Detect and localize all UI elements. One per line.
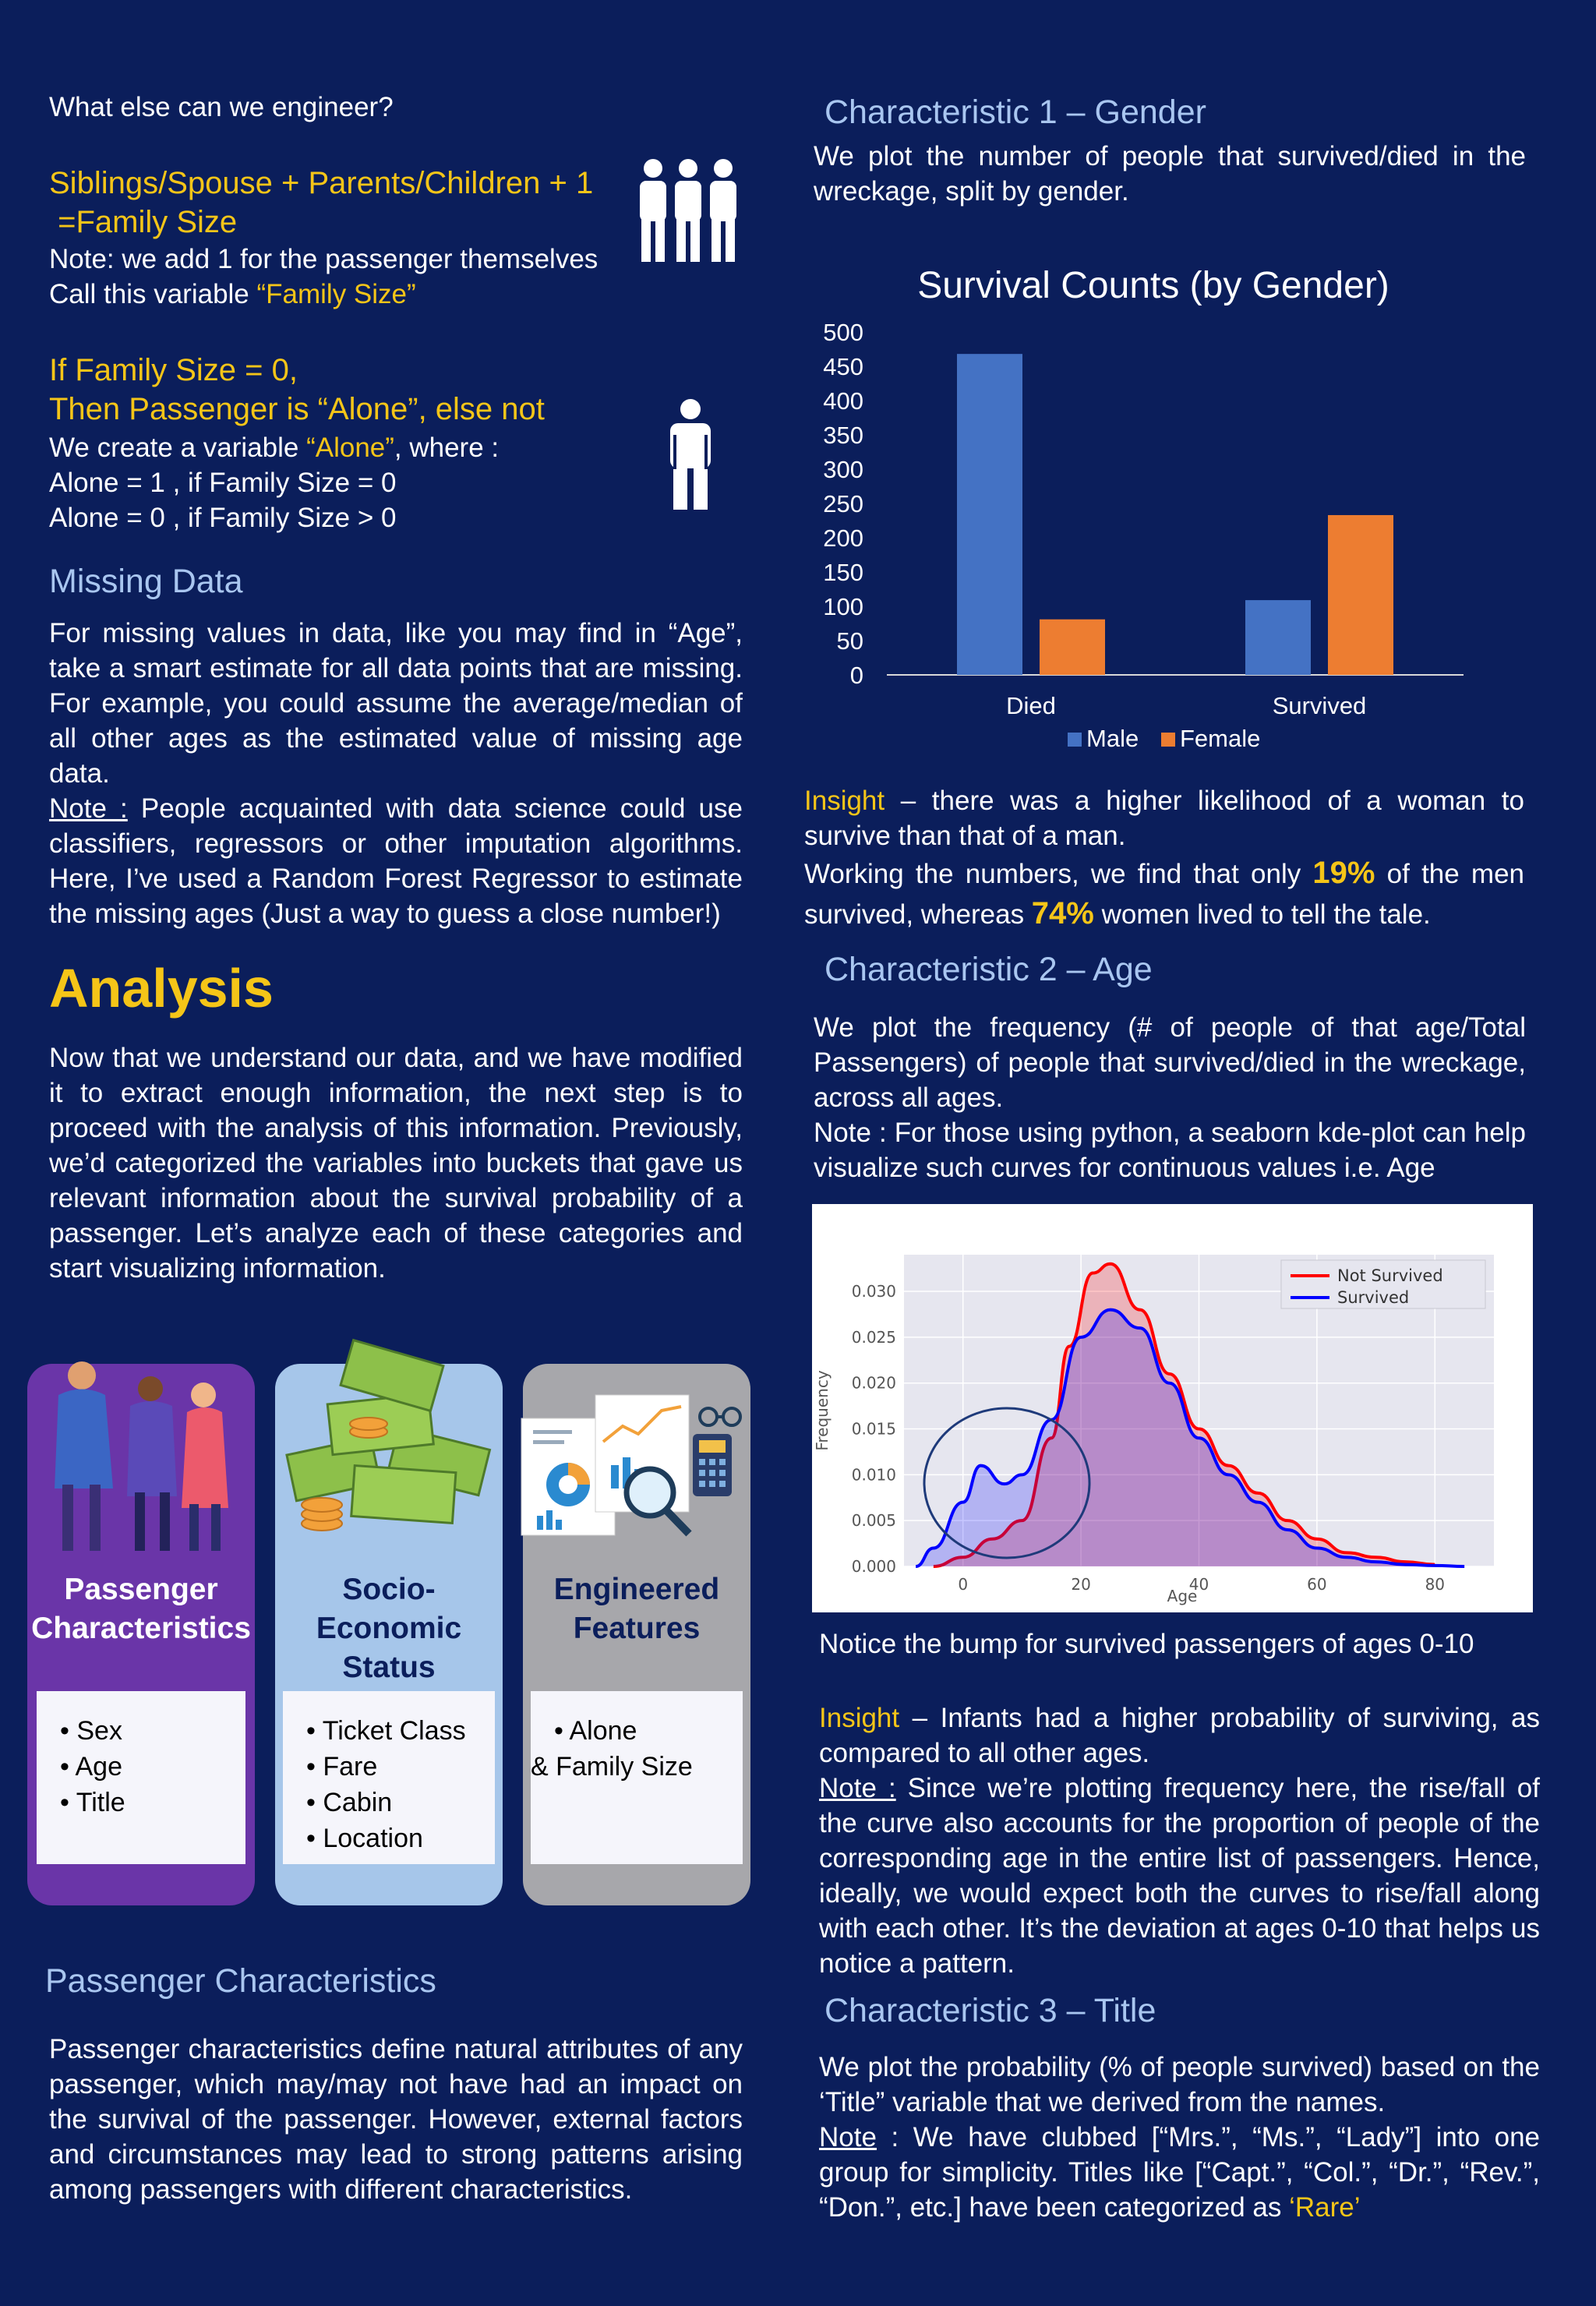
family-var-name: “Family Size” [256, 279, 416, 309]
y-tick-label: 300 [823, 456, 863, 483]
family-formula-line2: =Family Size [49, 205, 238, 239]
insight-2-note-label: Note : [819, 1773, 896, 1803]
missing-data-para1: For missing values in data, like you may find in “Age”, take a smart estimate for all data points that are missing. For example, you could assume the average/median of all other ages as the estimated value of missing age data. [49, 618, 743, 789]
family-note-line1: Note: we add 1 for the passenger themselves [49, 244, 598, 274]
y-tick-label: 250 [823, 490, 863, 517]
passenger-characteristics-heading: Passenger Characteristics [45, 1962, 436, 2000]
bar-male-died [957, 354, 1022, 675]
characteristic-1-heading: Characteristic 1 – Gender [824, 94, 1206, 131]
insight-2-para2 [819, 1771, 1540, 1981]
family-size-formula [49, 164, 593, 242]
y-tick-label: 0.020 [851, 1373, 896, 1393]
card-item: • Location [306, 1820, 495, 1856]
alone-var-name: “Alone” [306, 433, 394, 463]
card-items-box [283, 1691, 495, 1864]
x-tick-label: 60 [1307, 1575, 1327, 1594]
characteristic-3-heading: Characteristic 3 – Title [824, 1992, 1156, 2029]
characteristic-2-para: We plot the frequency (# of people of that age/Total Passengers) of people that survived/died in the wreckage, across all ages. [814, 1012, 1526, 1113]
bar-male-survived [1245, 600, 1311, 675]
bar-female-died [1040, 620, 1105, 675]
passenger-characteristics-body: Passenger characteristics define natural attributes of any passenger, which may/may not have had an impact on the survival of the passenger. However, external factors and circumstances may lead to strong patterns arising among passengers with different characteristics. [49, 2034, 743, 2205]
insight-2 [819, 1700, 1540, 1981]
y-tick-label: 0.005 [851, 1511, 896, 1531]
age-frequency-kde-chart [812, 1204, 1533, 1612]
card-title [523, 1570, 750, 1648]
card-items-box [37, 1691, 245, 1864]
notice-text: Notice the bump for survived passengers of ages 0-10 [819, 1629, 1474, 1659]
y-tick-label: 400 [823, 387, 863, 415]
family-size-note [49, 242, 598, 312]
x-axis-label: Age [1167, 1587, 1198, 1605]
alone-rule-line1: If Family Size = 0, [49, 353, 298, 387]
x-tick-label: Survived [1272, 692, 1367, 719]
analytics-illustration [514, 1379, 755, 1566]
card-items [283, 1691, 495, 1856]
card-item: • Cabin [306, 1785, 495, 1820]
x-tick-label: 20 [1071, 1575, 1091, 1594]
card-item: • Alone [554, 1713, 743, 1749]
question-heading: What else can we engineer? [49, 92, 394, 122]
characteristic-2-body [814, 1010, 1526, 1185]
legend-label: Female [1180, 725, 1261, 752]
insight-1-text: – there was a higher likelihood of a woman to survive than that of a man. [804, 786, 1524, 851]
characteristic-3-note [819, 2120, 1540, 2225]
family-icon [627, 156, 748, 265]
y-tick-label: 100 [823, 593, 863, 620]
people-walking-illustration [27, 1340, 255, 1566]
y-tick-label: 0.015 [851, 1419, 896, 1439]
card-socio-economic-status [275, 1364, 503, 1905]
y-axis-label: Frequency [813, 1370, 832, 1451]
family-note-prefix: Call this variable [49, 279, 257, 309]
card-items-box [531, 1691, 743, 1864]
alone-note-line1 [49, 430, 499, 465]
card-item [531, 1749, 743, 1785]
card-item-text: & Family Size [531, 1752, 693, 1782]
card-title-line2: Features [573, 1612, 701, 1645]
alone-note [49, 430, 499, 535]
alone-note-line3: Alone = 0 , if Family Size > 0 [49, 503, 397, 533]
alone-rule-line2: Then Passenger is “Alone”, else not [49, 392, 545, 426]
card-items [37, 1691, 245, 1820]
x-tick-label: 0 [958, 1575, 969, 1594]
insight-1 [804, 783, 1524, 934]
y-tick-label: 450 [823, 353, 863, 380]
analysis-heading: Analysis [49, 958, 274, 1019]
y-tick-label: 0.000 [851, 1557, 896, 1576]
x-axis-labels [1006, 692, 1366, 719]
insight-1-text-a: Working the numbers, we find that only [804, 859, 1313, 889]
survival-counts-bar-chart [803, 265, 1488, 764]
men-survival-pct: 19% [1312, 856, 1375, 890]
women-survival-pct: 74% [1031, 896, 1094, 931]
alone-note-suffix: , where : [394, 433, 500, 463]
legend-label: Survived [1337, 1288, 1410, 1307]
chart-legend [1068, 725, 1260, 752]
x-tick-label: 80 [1425, 1575, 1446, 1594]
x-tick-labels [958, 1575, 1445, 1594]
characteristic-1-body: We plot the number of people that survived/died in the wreckage, split by gender. [814, 141, 1526, 207]
bars [957, 354, 1393, 675]
y-tick-label: 0.025 [851, 1327, 896, 1347]
insight-label: Insight [819, 1703, 900, 1733]
card-item: • Fare [306, 1749, 495, 1785]
age-kde-chart-frame [812, 1204, 1533, 1612]
x-tick-label: 40 [1188, 1575, 1209, 1594]
missing-note-text: People acquainted with data science could use classifiers, regressors or other imputation algorithms. Here, I’ve used a Random Forest Regressor to estimate the missing ages (Just a way to guess a close number!) [49, 793, 743, 929]
c3-note-text: : We have clubbed [“Mrs.”, “Ms.”, “Lady”] into one group for simplicity. Titles like [“Capt.”, “Col.”, “Dr.”, “Rev.”, “Don.”, etc.] have been categorized as [819, 2122, 1540, 2223]
card-item: • Ticket Class [306, 1713, 495, 1749]
legend-label: Male [1086, 725, 1139, 752]
alone-note-prefix: We create a variable [49, 433, 307, 463]
card-title-line2: Characteristics [31, 1612, 251, 1645]
missing-note-label: Note : [49, 793, 128, 824]
card-engineered-features [523, 1364, 750, 1905]
y-tick-label: 500 [823, 319, 863, 346]
insight-2-para1 [819, 1700, 1540, 1771]
c3-note-label: Note [819, 2122, 877, 2152]
y-tick-label: 350 [823, 422, 863, 449]
card-title [27, 1570, 255, 1648]
y-tick-label: 0 [849, 662, 863, 689]
family-note-line2 [49, 277, 598, 312]
card-passenger-characteristics [27, 1364, 255, 1905]
chart-legend [1281, 1260, 1485, 1308]
y-tick-label: 150 [823, 559, 863, 586]
person-icon [661, 397, 720, 511]
family-formula-line1: Siblings/Spouse + Parents/Children + 1 [49, 166, 594, 200]
characteristic-3-para: We plot the probability (% of people survived) based on the ‘Title” variable that we derived from the names. [819, 2052, 1540, 2117]
y-tick-label: 200 [823, 524, 863, 552]
x-tick-label: Died [1006, 692, 1056, 719]
missing-data-heading: Missing Data [49, 563, 243, 600]
card-title-line1: Passenger [64, 1573, 218, 1606]
chart-title: Survival Counts (by Gender) [917, 265, 1389, 306]
money-stack-illustration [275, 1329, 503, 1563]
y-tick-label: 0.030 [851, 1282, 896, 1301]
insight-label: Insight [804, 786, 885, 816]
y-tick-label: 0.010 [851, 1465, 896, 1485]
insight-2-text: – Infants had a higher probability of surviving, as compared to all other ages. [819, 1703, 1540, 1768]
insight-1-text-b: of the men survived, whereas [804, 859, 1525, 930]
card-title-line2: Status [342, 1651, 436, 1684]
card-items [531, 1691, 743, 1785]
y-tick-labels [852, 1282, 896, 1576]
alone-rule [49, 351, 545, 429]
card-title [275, 1570, 503, 1687]
legend-label: Not Survived [1337, 1266, 1443, 1285]
characteristic-2-heading: Characteristic 2 – Age [824, 951, 1153, 988]
insight-2-note-text: Since we’re plotting frequency here, the rise/fall of the curve also accounts for the proportion of people of the corresponding age in the entire list of passengers. Hence, ideally, we would expect both the curves to rise/fall along with each other. It’s the deviation at ages 0-10 that helps us notice a pattern. [819, 1773, 1540, 1979]
analysis-body: Now that we understand our data, and we have modified it to extract enough information, the next step is to proceed with the analysis of this information. Previously, we’d categorized the variables into buckets that gave us relevant information about the survival probability of a passenger. Let’s analyze each of these categories and start visualizing information. [49, 1043, 743, 1284]
y-tick-label: 50 [836, 627, 863, 655]
legend-swatch [1161, 733, 1175, 747]
y-axis [823, 319, 863, 689]
card-item: • Age [60, 1749, 245, 1785]
rare-label: ‘Rare’ [1289, 2192, 1361, 2223]
characteristic-3-body [819, 2050, 1540, 2225]
card-title-line1: Socio-Economic [316, 1573, 462, 1645]
insight-1-para1 [804, 783, 1524, 853]
characteristic-2-note: Note : For those using python, a seaborn kde-plot can help visualize such curves for continuous values i.e. Age [814, 1118, 1526, 1183]
alone-note-line2: Alone = 1 , if Family Size = 0 [49, 468, 397, 498]
insight-1-text-c: women lived to tell the tale. [1093, 899, 1431, 930]
card-title-line1: Engineered [553, 1573, 720, 1606]
missing-data-body [49, 616, 743, 931]
missing-data-para2 [49, 791, 743, 931]
card-item: • Title [60, 1785, 245, 1820]
legend-swatch [1068, 733, 1082, 747]
insight-1-para2 [804, 853, 1524, 934]
bar-female-survived [1328, 515, 1393, 675]
card-item: • Sex [60, 1713, 245, 1749]
